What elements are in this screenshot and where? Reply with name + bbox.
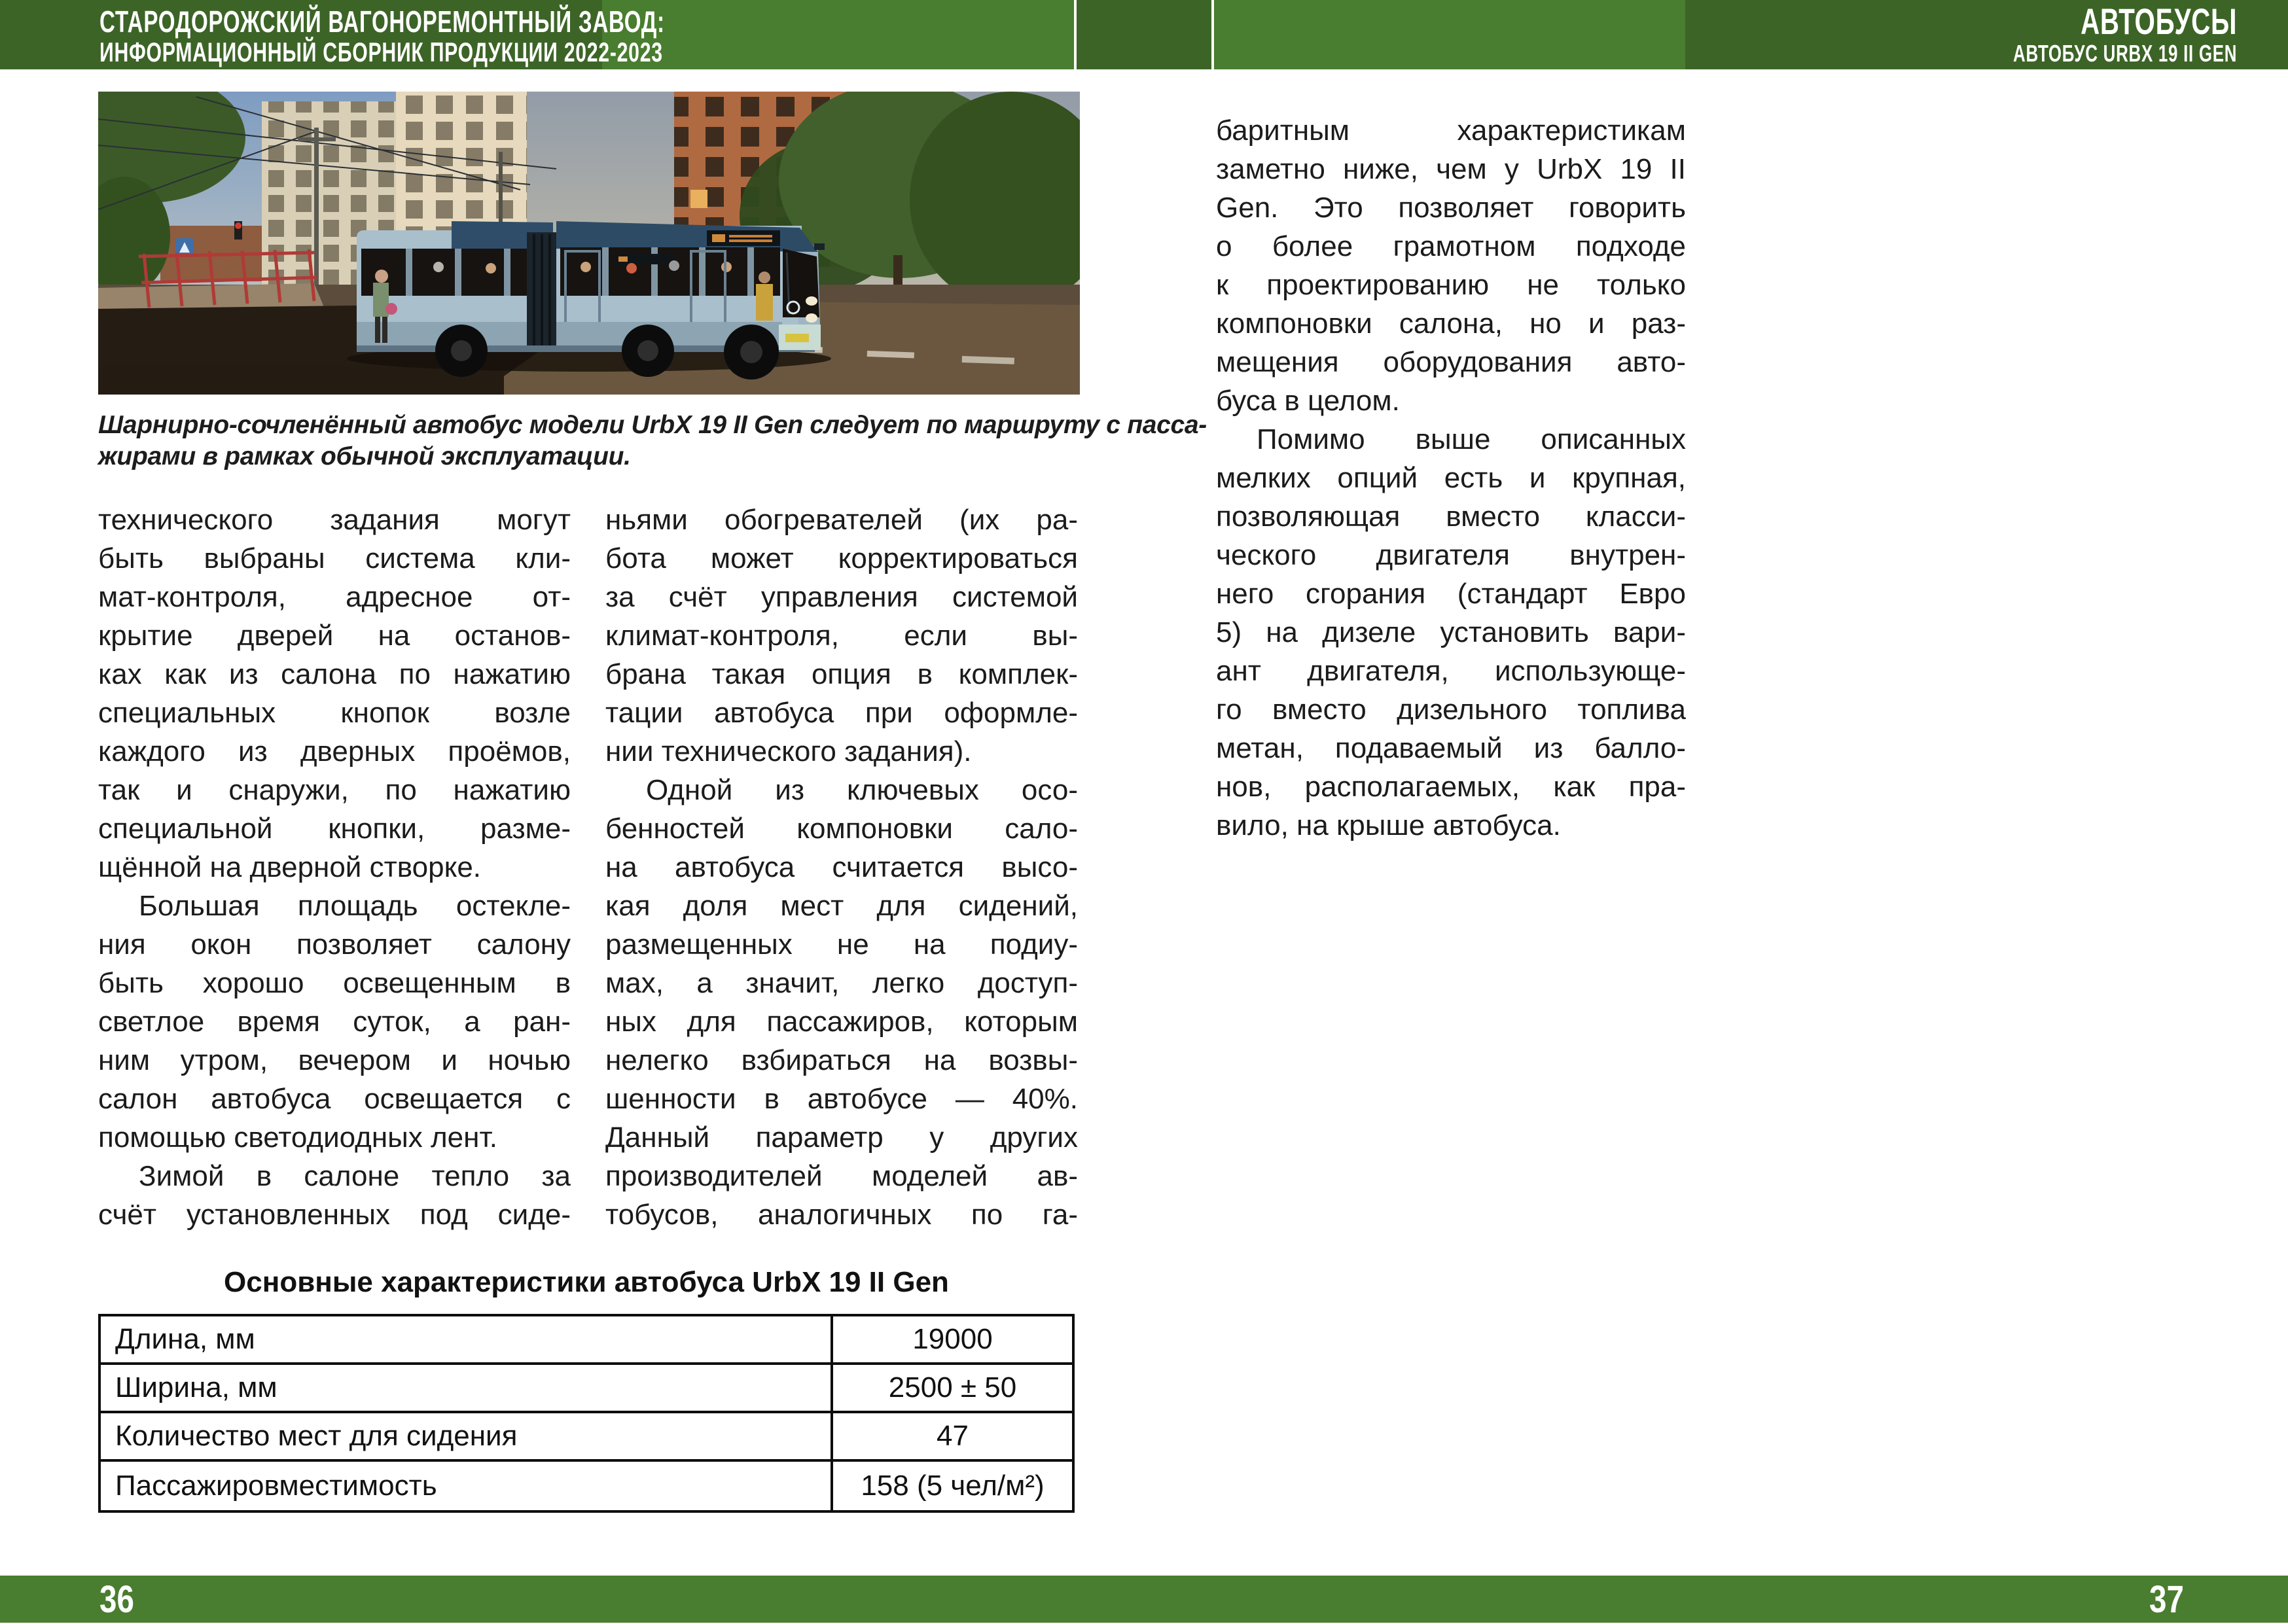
body-text-line: быть хорошо освещенным в <box>98 967 571 999</box>
body-text-line: Большая площадь остекле- <box>139 890 571 922</box>
table-row-value: 19000 <box>831 1316 1072 1365</box>
body-text-line: крытие дверей на останов- <box>98 620 571 652</box>
body-text-line: ках как из салона по нажатию <box>98 658 571 690</box>
booklet-title-line1: СТАРОДОРОЖСКИЙ ВАГОНОРЕМОНТНЫЙ ЗАВОД: <box>99 5 665 39</box>
body-text-line: салон автобуса освещается с <box>98 1083 571 1115</box>
photo-caption-line1: Шарнирно-сочленённый автобус модели UrbX 19 II Gen следует по маршруту с пасса- <box>98 411 1207 439</box>
header-segment-dark-gutter <box>1077 0 1211 69</box>
photo-caption <box>98 410 1207 472</box>
body-text-line: специальных кнопок возле <box>98 697 571 729</box>
body-text-line: специальной кнопки, разме- <box>98 813 571 845</box>
body-text-line: кая доля мест для сидений, <box>605 890 1078 922</box>
body-text-line: ческого двигателя внутрен- <box>1216 539 1686 571</box>
body-text-line: мах, а значит, легко доступ- <box>605 967 1078 999</box>
page-number-right: 37 <box>2149 1578 2184 1621</box>
table-row-label: Длина, мм <box>101 1316 831 1365</box>
body-text-line: ньями обогревателей (их ра- <box>605 504 1078 536</box>
body-text-line: климат-контроля, если вы- <box>605 620 1078 652</box>
body-text-line: производителей моделей ав- <box>605 1160 1078 1192</box>
body-text-line: Данный параметр у других <box>605 1121 1078 1154</box>
spec-table <box>98 1314 1075 1513</box>
body-text-line: него сгорания (стандарт Евро <box>1216 578 1686 610</box>
body-text-line: о более грамотном подходе <box>1216 230 1686 262</box>
body-text-line: размещенных не на подиу- <box>605 928 1078 961</box>
body-text-line: Gen. Это позволяет говорить <box>1216 192 1686 224</box>
bus-photo-illustration <box>98 92 1080 395</box>
section-title <box>2013 3 2237 67</box>
body-text-line: на автобуса считается высо- <box>605 851 1078 883</box>
table-title: Основные характеристики автобуса UrbX 19 II Gen <box>224 1266 949 1298</box>
header-segment-light-right <box>1214 0 1685 69</box>
body-text-line: баритным характеристикам <box>1216 115 1686 147</box>
body-column-2 <box>605 501 1078 1234</box>
body-text-line: ним утром, вечером и ночью <box>98 1044 571 1076</box>
body-text-line: мелких опций есть и крупная, <box>1216 462 1686 494</box>
table-row-label: Пассажировместимость <box>115 1470 437 1502</box>
body-text-line: тации автобуса при оформле- <box>605 697 1078 729</box>
body-text-line: светлое время суток, а ран- <box>98 1006 571 1038</box>
body-text-line: нии технического задания). <box>605 735 972 768</box>
body-text-line: буса в целом. <box>1216 385 1400 417</box>
table-row-label: Ширина, мм <box>101 1365 831 1413</box>
body-text-line: нов, располагаемых, как пра- <box>1216 771 1686 803</box>
footer-bar <box>0 1576 2288 1623</box>
body-text-line: за счёт управления системой <box>605 581 1078 613</box>
bus-photo <box>98 92 1080 395</box>
body-text-line: брана такая опция в комплек- <box>605 658 1078 690</box>
body-text-line: вило, на крыше автобуса. <box>1216 809 1561 841</box>
section-title-main: АВТОБУСЫ <box>2080 1 2237 42</box>
body-text-line: тобусов, аналогичных по га- <box>605 1199 1078 1231</box>
table-row-value: 2500 ± 50 <box>831 1365 1072 1413</box>
body-column-1 <box>98 501 571 1234</box>
body-text-line: Зимой в салоне тепло за <box>139 1160 571 1192</box>
body-text-line: бота может корректироваться <box>605 542 1078 574</box>
booklet-title-line2: ИНФОРМАЦИОННЫЙ СБОРНИК ПРОДУКЦИИ 2022-2023 <box>99 37 663 67</box>
body-text-line: мат-контроля, адресное от- <box>98 581 571 613</box>
body-text-line: 5) на дизеле установить вари- <box>1216 616 1686 648</box>
body-text-line: го вместо дизельного топлива <box>1216 694 1686 726</box>
body-text-line: бенностей компоновки сало- <box>605 813 1078 845</box>
body-text-line: к проектированию не только <box>1216 269 1686 301</box>
section-title-sub: АВТОБУС URBX 19 II GEN <box>2012 40 2237 67</box>
page-number-left: 36 <box>99 1578 134 1621</box>
body-text-line: позволяющая вместо класси- <box>1216 501 1686 533</box>
body-text-line: ных для пассажиров, которым <box>605 1006 1078 1038</box>
photo-caption-line2: жирами в рамках обычной эксплуатации. <box>98 442 631 470</box>
body-text-line: каждого из дверных проёмов, <box>98 735 571 768</box>
body-text-line: ния окон позволяет салону <box>98 928 571 961</box>
body-text-line: щённой на дверной створке. <box>98 851 482 883</box>
body-text-line: компоновки салона, но и раз- <box>1216 308 1686 340</box>
booklet-title <box>99 5 665 67</box>
header-segment-light-left <box>602 0 1074 69</box>
body-text-line: шенности в автобусе — 40%. <box>605 1083 1078 1115</box>
body-text-line: быть выбраны система кли- <box>98 542 571 574</box>
body-text-line: нелегко взбираться на возвы- <box>605 1044 1078 1076</box>
body-text-line: ант двигателя, использующе- <box>1216 655 1686 687</box>
table-row-label: Количество мест для сидения <box>101 1413 831 1462</box>
body-text-line: технического задания могут <box>98 504 571 536</box>
body-text-line: так и снаружи, по нажатию <box>98 774 571 806</box>
body-text-line: метан, подаваемый из балло- <box>1216 732 1686 764</box>
body-text-line: Одной из ключевых осо- <box>646 774 1078 806</box>
body-text-line: мещения оборудования авто- <box>1216 346 1686 378</box>
body-text-line: Помимо выше описанных <box>1257 423 1686 455</box>
body-text-line: помощью светодиодных лент. <box>98 1121 497 1154</box>
body-text-line: заметно ниже, чем у UrbX 19 II <box>1216 153 1686 185</box>
body-column-3 <box>1216 111 1686 845</box>
table-row-value: 158 (5 чел/м²) <box>831 1462 1072 1510</box>
body-text-line: счёт установленных под сиде- <box>98 1199 571 1231</box>
table-row-value: 47 <box>831 1413 1072 1462</box>
